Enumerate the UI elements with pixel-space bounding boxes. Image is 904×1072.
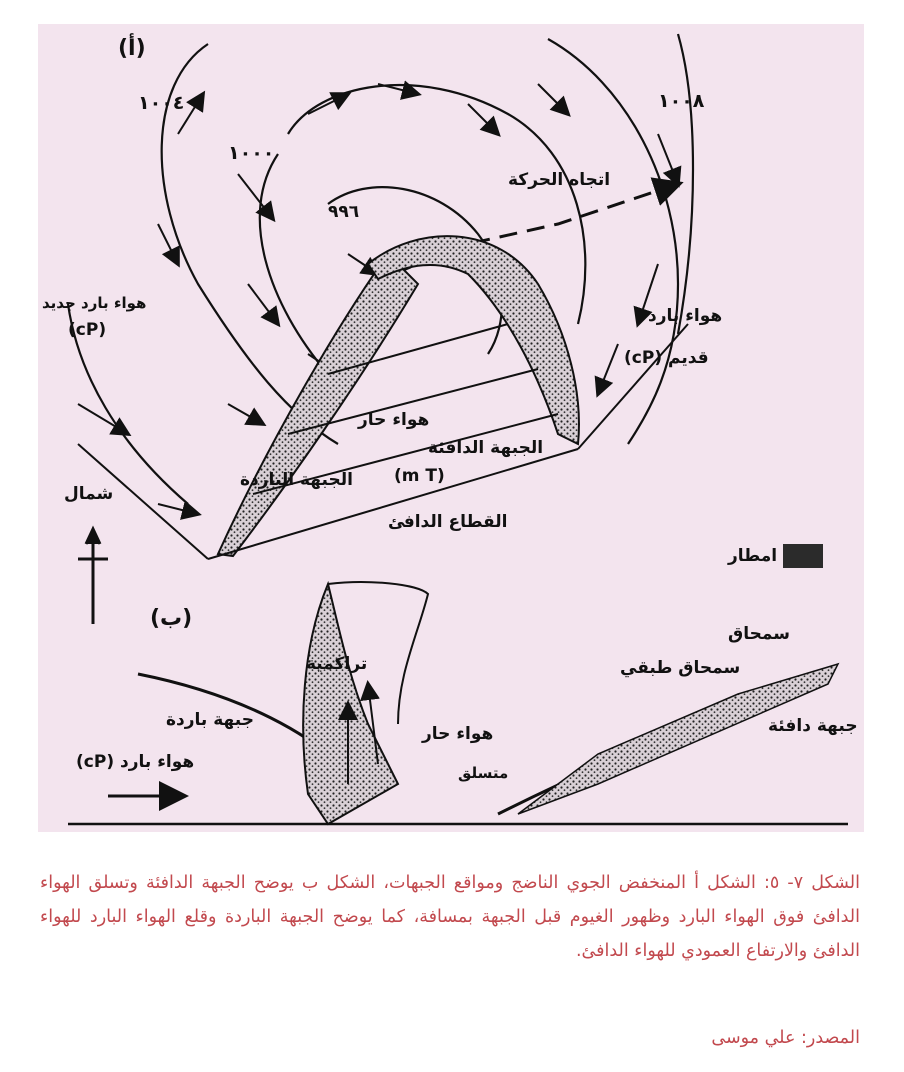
new-cold-air-label: هواء بارد جديد	[42, 294, 147, 312]
new-cold-air-code: (cP)	[68, 320, 107, 340]
warm-front-label: الجبهة الدافئة	[428, 438, 544, 458]
stratus-cloud-band	[518, 664, 838, 814]
isobar-label-1008: ١٠٠٨	[658, 90, 705, 112]
warm-air-b-label: هواء حار	[422, 724, 494, 744]
panel-b-label: (ب)	[150, 606, 193, 631]
old-cold-air-code: قديم (cP)	[624, 348, 709, 368]
rain-legend	[728, 544, 823, 568]
north-arrow	[78, 529, 108, 624]
cirrostratus-label: سمحاق طبقي	[620, 658, 741, 678]
isobar-label-1004: ١٠٠٤	[138, 92, 185, 114]
north-label: شمال	[64, 484, 114, 504]
isobar-label-996: ٩٩٦	[328, 202, 360, 222]
cumulus-cloud	[303, 584, 398, 824]
warm-sector-lines	[78, 324, 688, 559]
figure-source: المصدر: علي موسى	[711, 1028, 860, 1048]
rain-legend-swatch	[783, 544, 823, 568]
rain-legend-text: امطار	[728, 546, 778, 566]
cold-front-band	[218, 254, 418, 556]
isobar-far	[678, 34, 693, 334]
warm-front-b-label: جبهة دافئة	[768, 716, 858, 736]
cold-air-b-label: هواء بارد (cP)	[76, 752, 195, 772]
isobar-1000	[260, 154, 328, 374]
movement-direction-label: اتجاه الحركة	[508, 170, 611, 190]
weather-diagram	[38, 24, 864, 832]
warm-sector-label: القطاع الدافئ	[388, 512, 508, 532]
cold-front-label: الجبهة الباردة	[240, 470, 353, 490]
stratified-label: متسلق	[458, 764, 509, 782]
mt-code-label: (m T)	[394, 466, 445, 486]
figure-caption: الشكل ٧- ٥: الشكل أ المنخفض الجوي الناضج ومواقع الجبهات، الشكل ب يوضح الجبهة الدافئة وتسلق الهواء الدافئ فوق الهواء البارد وظهور الغيوم قبل الجبهة بمسافة، كما يوضح الجبهة الباردة وقلع الهواء البارد للهواء الدافئ والارتفاع العمودي للهواء الدافئ.	[40, 873, 860, 961]
cumulus-label: تراكمية	[306, 654, 368, 674]
figure-panel	[38, 24, 864, 832]
panel-a-label: (أ)	[118, 36, 146, 61]
cold-front-b-label: جبهة باردة	[166, 710, 254, 730]
old-cold-air-label: هواء بارد	[648, 306, 723, 326]
isobar-label-1000: ١٠٠٠	[228, 142, 275, 164]
warm-air-label: هواء حار	[358, 410, 430, 430]
cirrus-label: سمحاق	[728, 624, 790, 644]
